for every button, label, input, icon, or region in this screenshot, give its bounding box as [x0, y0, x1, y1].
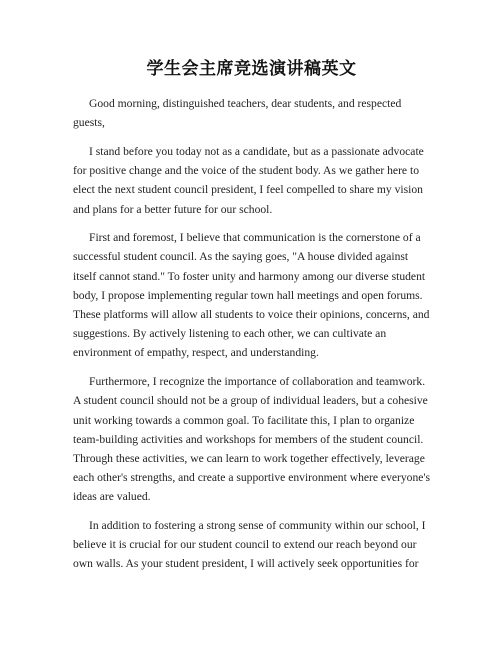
paragraph-communication: First and foremost, I believe that communication is the cornerstone of a successful student council. As the saying goes, "A house divided against itself cannot stand." To foster unity and harmony among our diverse student body, I propose implementing regular town hall meetings and open forums. These platforms will allow all students to voice their opinions, concerns, and suggestions. By actively listening to each other, we can cultivate an environment of empathy, respect, and understanding.	[73, 231, 430, 360]
paragraph-greeting: Good morning, distinguished teachers, dear students, and respected guests,	[73, 97, 402, 130]
document-title: 学生会主席竞选演讲稿英文	[146, 59, 357, 79]
paragraph-introduction: I stand before you today not as a candidate, but as a passionate advocate for positive change and the voice of the student body. As we gather here to elect the next student council president, I feel compelled to share my vision and plans for a better future for our school.	[73, 144, 424, 216]
paragraph-community: In addition to fostering a strong sense of community within our school, I believe it is crucial for our student council to extend our reach beyond our own walls. As your student president, I will actively seek opportunities for	[73, 519, 426, 571]
paragraph-collaboration: Furthermore, I recognize the importance of collaboration and teamwork. A student council should not be a group of individual leaders, but a cohesive unit working towards a common goal. To facilitate this, I plan to organize team-building activities and workshops for members of the student council. Through these activities, we can learn to work together effectively, leverage each other's strengths, and create a supportive environment where everyone's ideas are valued.	[73, 375, 431, 504]
